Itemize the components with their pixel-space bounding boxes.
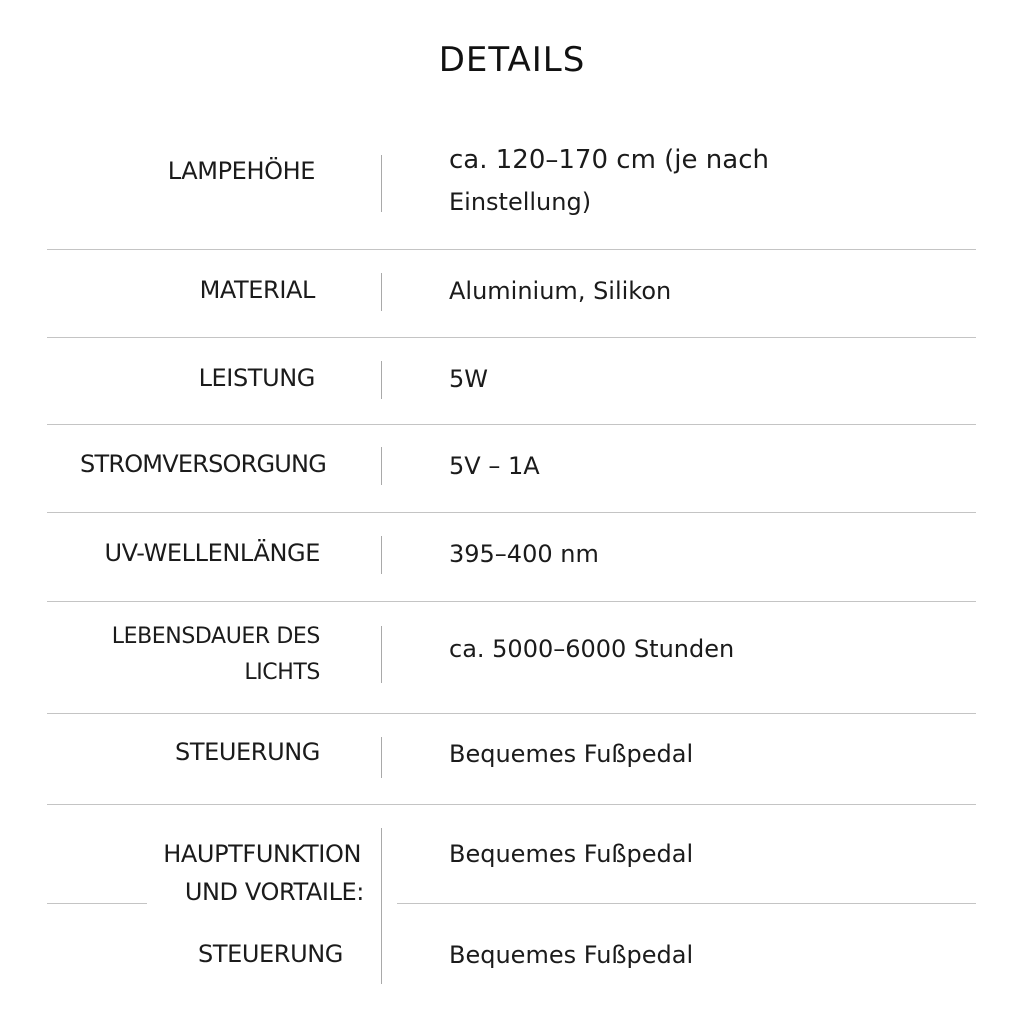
row-divider [47, 424, 976, 425]
row-divider [47, 713, 976, 714]
row-divider [47, 804, 976, 805]
row-label-stromversorgung: STROMVERSORGUNG [80, 450, 326, 478]
row-value-steuerung-2: Bequemes Fußpedal [449, 941, 694, 969]
row-value-steuerung: Bequemes Fußpedal [449, 740, 694, 768]
column-separator [381, 737, 382, 778]
row-divider [47, 337, 976, 338]
row-label-uv-wellenlaenge: UV-WELLENLÄNGE [104, 539, 320, 567]
row-divider-right [397, 903, 976, 904]
row-label-lebensdauer-line1: LEBENSDAUER DES [111, 624, 320, 649]
row-label-lebensdauer-line2: LICHTS [244, 660, 320, 685]
column-separator [381, 273, 382, 311]
column-separator [381, 828, 382, 984]
row-divider-left [47, 903, 147, 904]
row-label-steuerung-2: STEUERUNG [198, 940, 343, 968]
row-label-steuerung: STEUERUNG [175, 738, 320, 766]
row-label-lampenhoehe: LAMPEHÖHE [167, 157, 315, 185]
row-divider [47, 601, 976, 602]
row-label-material: MATERIAL [199, 276, 315, 304]
page-title: DETAILS [438, 40, 586, 80]
row-label-hauptfunktion-line1: HAUPTFUNKTION [163, 840, 361, 868]
column-separator [381, 155, 382, 212]
row-value-leistung: 5W [449, 365, 488, 393]
row-value-hauptfunktion: Bequemes Fußpedal [449, 840, 694, 868]
row-label-leistung: LEISTUNG [198, 364, 315, 392]
row-divider [47, 249, 976, 250]
row-value-lampenhoehe-line1: ca. 120–170 cm (je nach [449, 145, 769, 175]
row-value-lebensdauer: ca. 5000–6000 Stunden [449, 635, 735, 663]
row-label-hauptfunktion-line2: UND VORTAILE: [184, 878, 364, 906]
row-value-uv-wellenlaenge: 395–400 nm [449, 540, 599, 568]
row-value-stromversorgung: 5V – 1A [449, 452, 540, 480]
row-value-lampenhoehe-line2: Einstellung) [449, 188, 592, 216]
row-divider [47, 512, 976, 513]
column-separator [381, 626, 382, 683]
column-separator [381, 447, 382, 485]
column-separator [381, 536, 382, 574]
column-separator [381, 361, 382, 399]
row-value-material: Aluminium, Silikon [449, 277, 672, 305]
